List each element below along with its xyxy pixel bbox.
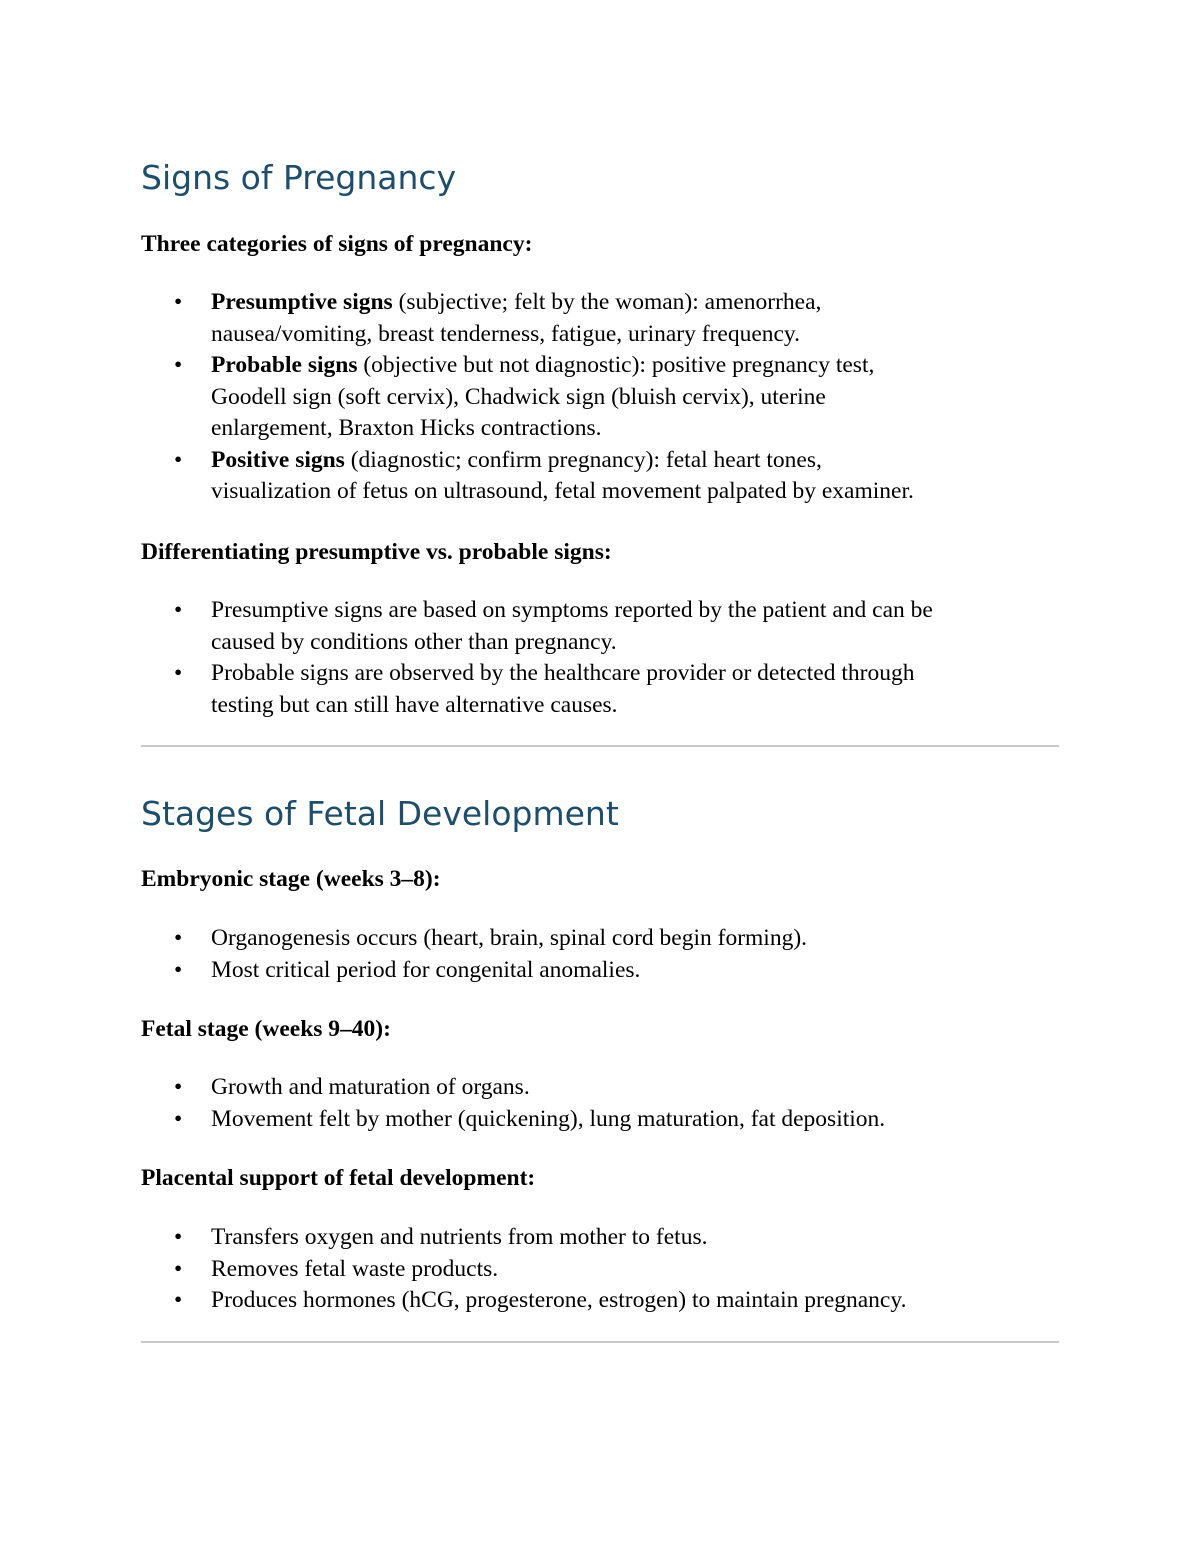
bullet-icon: • [174, 1105, 183, 1132]
bullet-icon: • [174, 289, 183, 315]
list-item-line: enlargement, Braxton Hicks contractions. [211, 415, 602, 441]
bullet-icon: • [174, 956, 183, 983]
bullet-icon: • [174, 1074, 183, 1100]
section-title-signs-of-pregnancy: Signs of Pregnancy [141, 158, 457, 197]
list-item-text: Produces hormones (hCG, progesterone, estrogen) to maintain pregnancy. [211, 1287, 907, 1313]
subheading-placental-support: Placental support of fetal development: [141, 1165, 536, 1191]
bullet-icon: • [174, 1287, 183, 1313]
list-item-text: (subjective; felt by the woman): amenorrhea, [392, 289, 822, 315]
bullet-icon: • [174, 925, 183, 951]
list-item-line: Goodell sign (soft cervix), Chadwick sign (bluish cervix), uterine [211, 383, 826, 410]
list-item-line: Presumptive signs are based on symptoms reported by the patient and can be [211, 597, 933, 623]
list-item-line: visualization of fetus on ultrasound, fetal movement palpated by examiner. [211, 478, 914, 504]
bullet-icon: • [174, 1255, 183, 1282]
term-presumptive-signs: Presumptive signs [211, 289, 393, 315]
list-item-text: (objective but not diagnostic): positive pregnancy test, [357, 352, 875, 378]
differentiating-list [141, 595, 1059, 721]
list-item-line: Probable signs are observed by the healthcare provider or detected through [211, 660, 915, 686]
list-item-text: Transfers oxygen and nutrients from mother to fetus. [211, 1224, 708, 1250]
list-item-line [211, 447, 822, 473]
list-item-text: Organogenesis occurs (heart, brain, spinal cord begin forming). [211, 925, 808, 951]
subheading-fetal-stage: Fetal stage (weeks 9–40): [141, 1016, 391, 1042]
bullet-icon: • [174, 597, 183, 623]
term-positive-signs: Positive signs [211, 446, 345, 473]
list-item [141, 1222, 1059, 1254]
term-probable-signs: Probable signs [211, 352, 358, 378]
list-item [141, 1104, 1059, 1136]
list-item-line: nausea/vomiting, breast tenderness, fatigue, urinary frequency. [211, 320, 801, 347]
subheading-differentiating: Differentiating presumptive vs. probable signs: [141, 539, 612, 565]
bullet-icon: • [174, 352, 183, 378]
list-item [141, 923, 1059, 955]
list-item-line: caused by conditions other than pregnancy. [211, 628, 617, 655]
placental-list [141, 1222, 1059, 1317]
list-item-text: Movement felt by mother (quickening), lung maturation, fat deposition. [211, 1105, 886, 1132]
list-item [141, 1254, 1059, 1286]
list-item [141, 595, 1059, 658]
bullet-icon: • [174, 660, 183, 686]
list-item [141, 350, 1059, 445]
list-item [141, 1072, 1059, 1104]
list-item-text: (diagnostic; confirm pregnancy): fetal heart tones, [344, 446, 822, 473]
list-item-text: Growth and maturation of organs. [211, 1074, 530, 1100]
list-item [141, 287, 1059, 350]
list-item [141, 658, 1059, 721]
list-item-text: Removes fetal waste products. [211, 1255, 499, 1282]
section-title-stages-of-fetal-development: Stages of Fetal Development [141, 794, 619, 833]
categories-list [141, 287, 1059, 508]
horizontal-divider [141, 745, 1059, 747]
list-item [141, 445, 1059, 508]
bullet-icon: • [174, 1224, 183, 1250]
embryonic-list [141, 923, 1059, 986]
list-item-line [211, 352, 874, 378]
list-item [141, 955, 1059, 987]
list-item-line: testing but can still have alternative causes. [211, 691, 618, 718]
subheading-three-categories: Three categories of signs of pregnancy: [141, 231, 533, 257]
fetal-list [141, 1072, 1059, 1135]
list-item-text: Most critical period for congenital anomalies. [211, 956, 641, 983]
list-item-line [211, 289, 821, 315]
bullet-icon: • [174, 446, 183, 473]
list-item [141, 1285, 1059, 1317]
subheading-embryonic-stage: Embryonic stage (weeks 3–8): [141, 866, 441, 892]
horizontal-divider [141, 1341, 1059, 1343]
